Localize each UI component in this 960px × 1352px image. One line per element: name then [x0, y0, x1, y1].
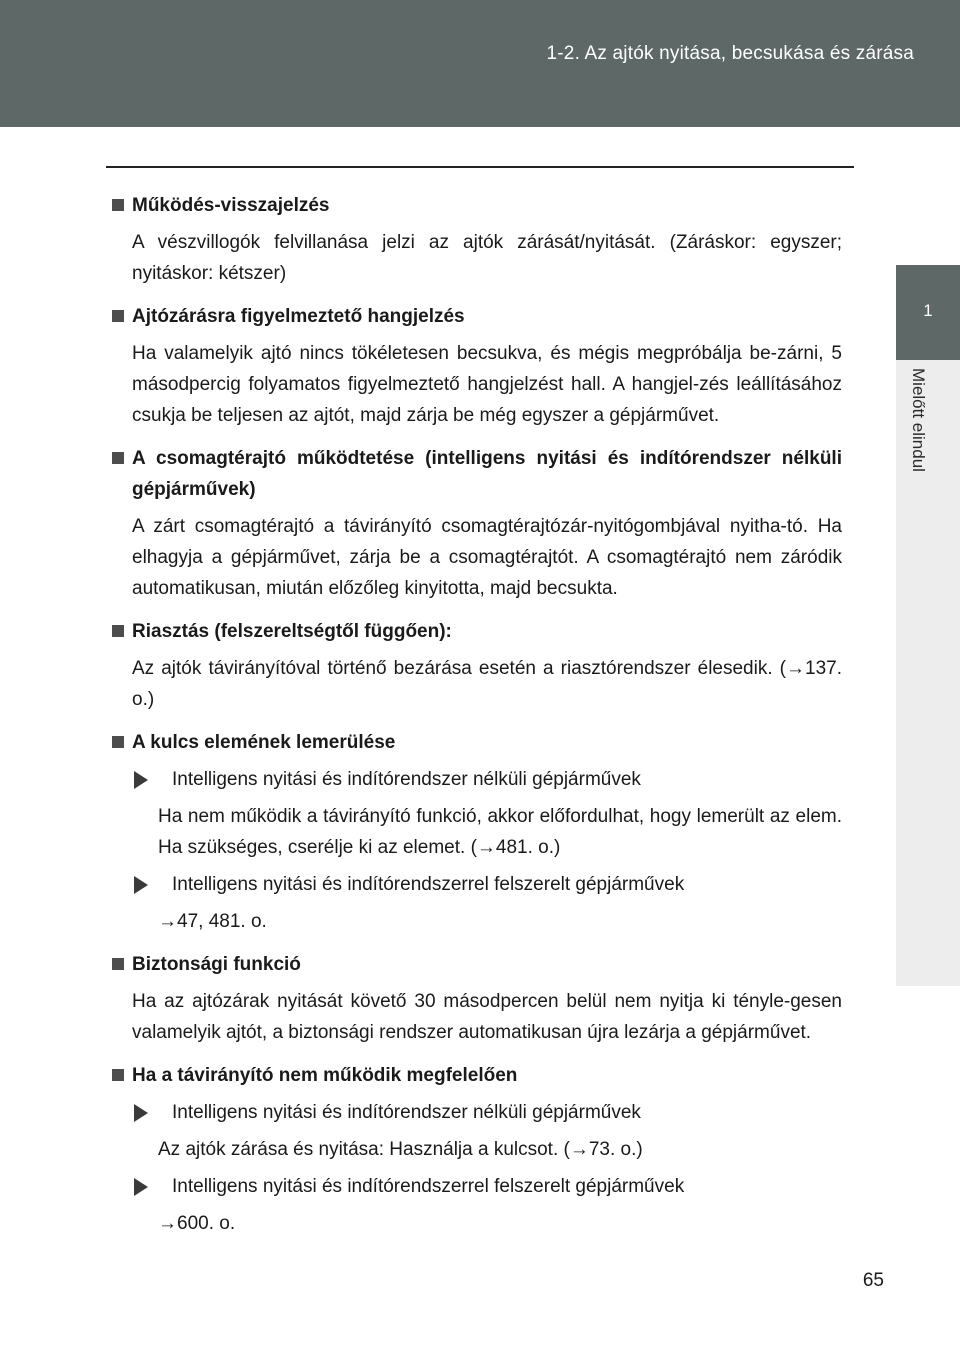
- square-bullet-icon: [112, 736, 124, 748]
- section-heading: [112, 190, 842, 221]
- sub-bullet-text: Az ajtók zárása és nyitása: Használja a kulcsot. (→73. o.): [158, 1139, 643, 1160]
- section-paragraph: Ha valamelyik ajtó nincs tökéletesen becsukva, és mégis megpróbálja be-zárni, 5 másodpercig folyamatos figyelmeztető hangjelzést hall. A hangjel-zés leállításához csukja be teljesen az ajtót, majd zárja be még egyszer a gépjárművet.: [132, 343, 842, 426]
- sub-bullet-label: Intelligens nyitási és indítórendszer nélküli gépjárművek: [172, 769, 641, 790]
- sub-bullet-text: Ha nem működik a távirányító funkció, akkor előfordulhat, hogy lemerült az elem. Ha szükséges, cserélje ki az elemet. (→481. o.): [158, 806, 842, 858]
- square-bullet-icon: [112, 199, 124, 211]
- section-heading-text: Riasztás (felszereltségtől függően):: [132, 621, 452, 642]
- section-paragraph: Az ajtók távirányítóval történő bezárása esetén a riasztórendszer élesedik. (→137. o.): [132, 658, 842, 710]
- sub-bullet: [112, 1171, 842, 1202]
- section-operation-feedback: [112, 190, 842, 289]
- section-key-battery: [112, 727, 842, 937]
- header-bar: [0, 0, 960, 127]
- section-paragraph: Ha az ajtózárak nyitását követő 30 másodpercen belül nem nyitja ki tényle-gesen valamelyik ajtót, a biztonsági rendszer automatikusan újra lezárja a gépjárművet.: [132, 991, 842, 1043]
- section-safety-function: [112, 949, 842, 1048]
- running-header-title: 1-2. Az ajtók nyitása, becsukása és zárása: [546, 43, 914, 64]
- section-alarm: [112, 616, 842, 715]
- section-heading: [112, 443, 842, 505]
- sub-bullet-text: →600. o.: [158, 1213, 236, 1234]
- sub-bullet-label: Intelligens nyitási és indítórendszerrel felszerelt gépjárművek: [172, 1176, 685, 1197]
- section-heading-text: Ajtózárásra figyelmeztető hangjelzés: [132, 306, 465, 327]
- sub-bullet: [112, 1097, 842, 1128]
- square-bullet-icon: [112, 452, 124, 464]
- section-heading-text: Ha a távirányító nem működik megfelelően: [132, 1065, 518, 1086]
- triangle-bullet-icon: [134, 876, 162, 894]
- section-heading: [112, 727, 842, 758]
- sub-bullet-label: Intelligens nyitási és indítórendszer nélküli gépjárművek: [172, 1102, 641, 1123]
- section-heading: [112, 949, 842, 980]
- square-bullet-icon: [112, 625, 124, 637]
- section-heading: [112, 616, 842, 647]
- triangle-bullet-icon: [134, 1178, 162, 1196]
- square-bullet-icon: [112, 1069, 124, 1081]
- section-heading: [112, 301, 842, 332]
- main-content: [112, 190, 842, 1251]
- section-heading-text: Biztonsági funkció: [132, 954, 301, 975]
- chapter-number: 1: [923, 301, 933, 320]
- page-number: 65: [862, 1270, 884, 1291]
- sub-bullet: [112, 764, 842, 795]
- section-door-warning-buzzer: [112, 301, 842, 431]
- triangle-bullet-icon: [134, 771, 162, 789]
- triangle-bullet-icon: [134, 1104, 162, 1122]
- header-rule: [106, 166, 854, 168]
- section-trunk-operation: [112, 443, 842, 604]
- section-paragraph: A vészvillogók felvillanása jelzi az ajtók zárását/nyitását. (Záráskor: egyszer; nyitáskor: kétszer): [132, 232, 842, 284]
- sub-bullet-label: Intelligens nyitási és indítórendszerrel felszerelt gépjárművek: [172, 874, 685, 895]
- sub-bullet: [112, 869, 842, 900]
- section-paragraph: A zárt csomagtérajtó a távirányító csomagtérajtózár-nyitógombjával nyitha-tó. Ha elhagyja a gépjárművet, zárja be a csomagtérajtót. A csomagtérajtó nem záródik automatikusan, miután előzőleg kinyitotta, majd becsukta.: [132, 516, 842, 599]
- chapter-label: Mielőtt elindul: [909, 368, 928, 472]
- square-bullet-icon: [112, 310, 124, 322]
- sub-bullet-text: →47, 481. o.: [158, 911, 267, 932]
- section-heading: [112, 1060, 842, 1091]
- section-heading-text: A csomagtérajtó működtetése (intelligens nyitási és indítórendszer nélküli gépjárművek): [132, 448, 842, 500]
- square-bullet-icon: [112, 958, 124, 970]
- chapter-tab: [896, 265, 960, 360]
- section-remote-not-working: [112, 1060, 842, 1239]
- section-heading-text: A kulcs elemének lemerülése: [132, 732, 396, 753]
- section-heading-text: Működés-visszajelzés: [132, 195, 330, 216]
